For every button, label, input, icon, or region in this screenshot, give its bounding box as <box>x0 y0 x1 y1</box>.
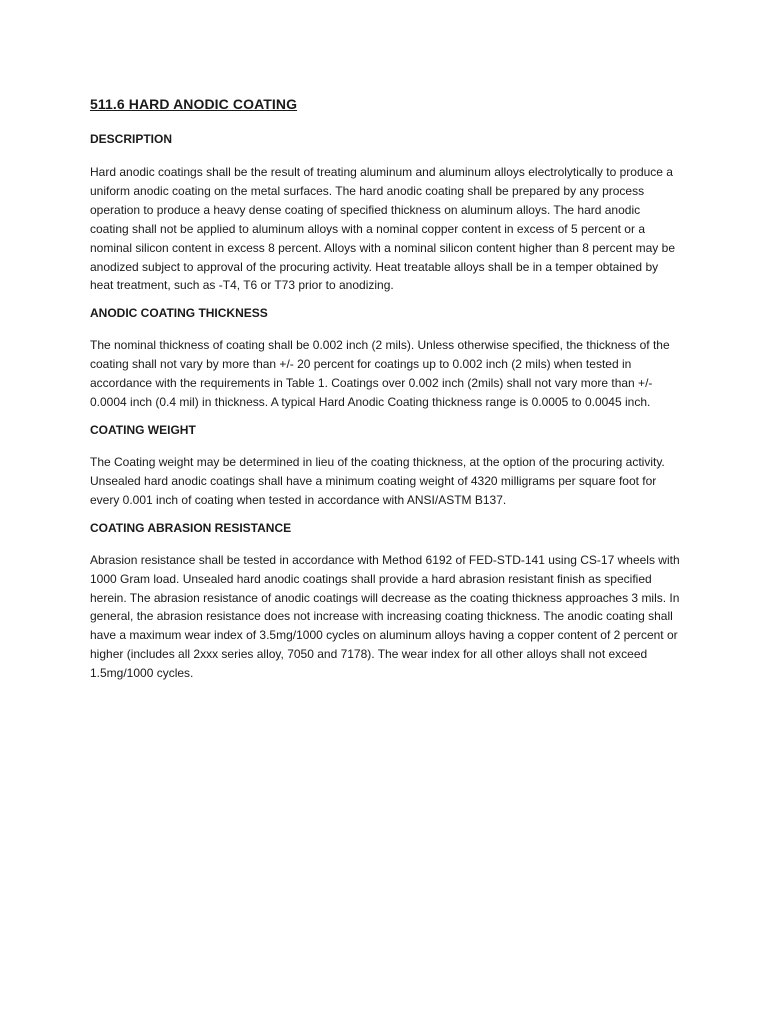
section-coating-weight <box>90 422 680 510</box>
section-anodic-coating-thickness <box>90 305 680 412</box>
section-body: The Coating weight may be determined in lieu of the coating thickness, at the option of the procuring activity. Unsealed hard anodic coatings shall have a minimum coating weight of 4320 milligrams per square foot for every 0.001 inch of coating when tested in accordance with ANSI/ASTM B137. <box>90 454 665 507</box>
document-content <box>90 94 680 693</box>
section-coating-abrasion-resistance <box>90 520 680 683</box>
section-description <box>90 131 680 295</box>
section-heading: DESCRIPTION <box>90 132 173 146</box>
section-body: Abrasion resistance shall be tested in accordance with Method 6192 of FED-STD-141 using CS-17 wheels with 1000 Gram load. Unsealed hard anodic coatings shall provide a hard abrasion resistant finish as specified herein. The abrasion resistance of anodic coatings will decrease as the coating thickness approaches 3 mils. In general, the abrasion resistance does not increase with increasing coating thickness. The anodic coating shall have a maximum wear index of 3.5mg/1000 cycles on aluminum alloys having a copper content of 2 percent or higher (includes all 2xxx series alloy, 7050 and 7178). The wear index for all other alloys shall not exceed 1.5mg/1000 cycles. <box>90 552 680 681</box>
document-title: 511.6 HARD ANODIC COATING <box>90 96 298 112</box>
section-body: Hard anodic coatings shall be the result of treating aluminum and aluminum alloys electrolytically to produce a uniform anodic coating on the metal surfaces. The hard anodic coating shall be prepared by any process operation to produce a heavy dense coating of specified thickness on aluminum alloys. The hard anodic coating shall not be applied to aluminum alloys with a nominal copper content in excess of 5 percent or a nominal silicon content in excess 8 percent. Alloys with a nominal silicon content higher than 8 percent may be anodized subject to approval of the procuring activity. Heat treatable alloys shall be in a temper obtained by heat treatment, such as -T4, T6 or T73 prior to anodizing. <box>90 165 675 293</box>
section-heading: COATING ABRASION RESISTANCE <box>90 520 292 535</box>
section-body: The nominal thickness of coating shall be 0.002 inch (2 mils). Unless otherwise specified, the thickness of the coating shall not vary by more than +/- 20 percent for coatings up to 0.002 inch (2 mils) when tested in accordance with the requirements in Table 1. Coatings over 0.002 inch (2mils) shall not vary more than +/- 0.0004 inch (0.4 mil) in thickness. A typical Hard Anodic Coating thickness range is 0.0005 to 0.0045 inch. <box>90 338 670 410</box>
section-heading: COATING WEIGHT <box>90 422 196 437</box>
section-heading: ANODIC COATING THICKNESS <box>90 306 268 321</box>
